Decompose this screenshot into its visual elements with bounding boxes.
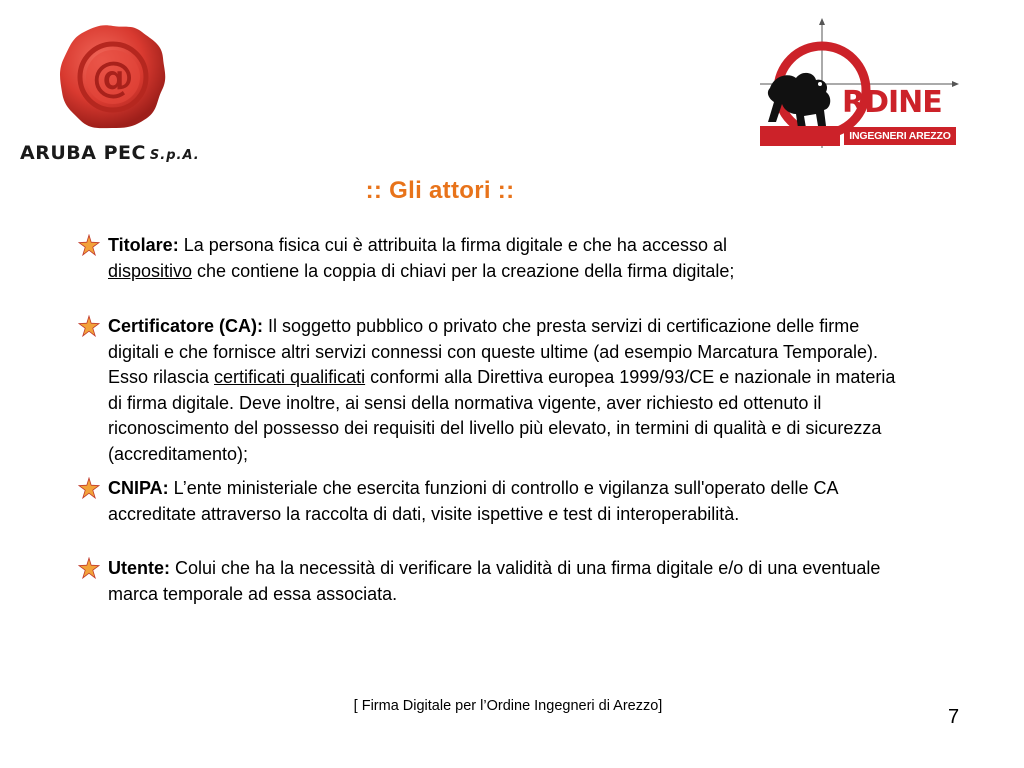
slide-footer: [ Firma Digitale per l’Ordine Ingegneri di Arezzo] [353,698,663,714]
item-body-end: conformi alla Direttiva europea 1999/93/CE e nazionale in materia di firma digitale. Deve inoltre, ai sensi della normativa vigente, aver richiesto ed ottenuto il riconoscimento del possesso dei requisiti del livello più elevato, in termini di qualità e di sicurezza (accreditamento); [108,367,896,464]
item-body-end: che contiene la coppia di chiavi per la creazione della firma digitale; [192,260,735,281]
item-body: L’ente ministeriale che esercita funzioni di controllo e vigilanza sull'operato delle CA accreditate attraverso la raccolta di dati, visite ispettive e test di interoperabilità. [108,478,838,524]
item-link[interactable]: certificati qualificati [214,367,366,387]
item-text [108,556,898,607]
ordine-logo-band: INGEGNERI AREZZO [844,127,956,145]
item-text [108,314,914,467]
item-term: CNIPA: [108,478,169,498]
list-item-certificatore [78,314,918,467]
item-term: Titolare: [108,235,179,255]
star-bullet-icon [78,234,100,256]
star-bullet-icon [78,557,100,579]
item-term: Certificatore (CA): [108,316,264,336]
star-bullet-icon [78,315,100,337]
aruba-logo-text [20,142,200,164]
star-bullet-icon [78,477,100,499]
ordine-ingegneri-logo [760,18,960,150]
aruba-logo-suffix: S.p.A. [149,148,200,163]
wax-seal-icon [58,22,168,132]
list-item-cnipa [78,476,918,527]
list-item-utente [78,556,918,607]
svg-text:@: @ [92,52,134,101]
list-item-titolare [78,233,918,284]
item-text [108,233,768,284]
item-text [108,476,898,527]
aruba-logo-name: ARUBA PEC [20,142,146,164]
ordine-logo-word: RDINE [842,85,942,120]
item-body: Il soggetto pubblico o privato che presta servizi di certificazione delle firme digitali e che fornisce altri servizi connessi con queste ultime (ad esempio Marcatura Temporale). Esso rilascia [108,316,879,387]
page-number: 7 [948,706,960,728]
slide-title: :: Gli attori :: [365,177,515,204]
item-body: Colui che ha la necessità di verificare la validità di una firma digitale e/o di una eventuale marca temporale ad essa associata. [108,558,881,604]
item-body: La persona fisica cui è attribuita la firma digitale e che ha accesso al [178,235,727,255]
aruba-pec-logo [18,20,218,170]
item-link[interactable]: dispositivo [108,260,193,281]
item-term: Utente: [108,558,170,578]
